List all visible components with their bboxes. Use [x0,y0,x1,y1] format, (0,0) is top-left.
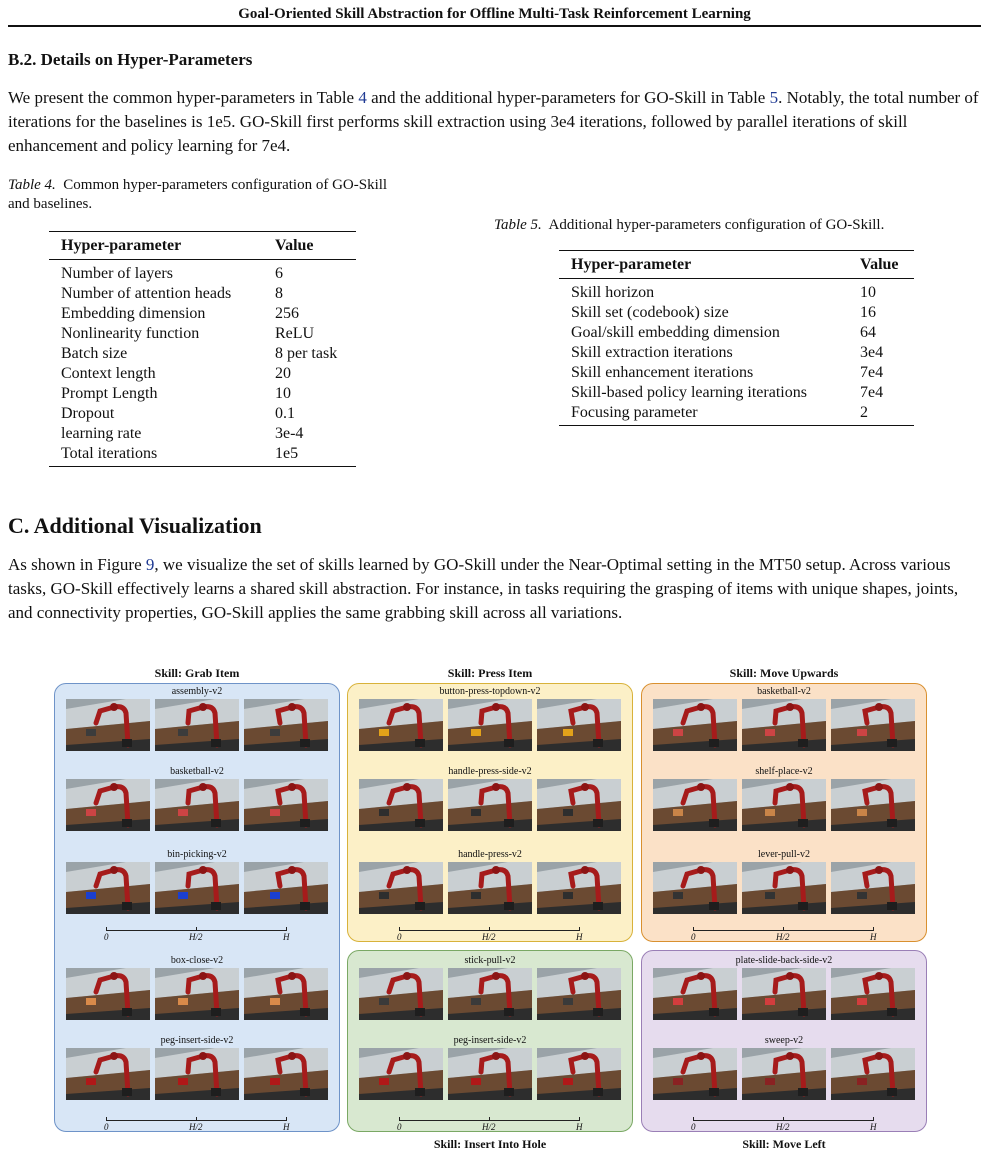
time-axis [54,1117,340,1137]
axis-tick-label: H [576,932,583,942]
table-4-label: Table 4. [8,177,56,193]
robot-frame-image [244,699,328,751]
robot-frame-image [831,699,915,751]
table-row [571,343,902,363]
table-body [49,260,356,466]
skill-title-grab: Skill: Grab Item [154,666,240,680]
robot-frame-image [244,1048,328,1100]
axis-tick [693,927,694,931]
table-row [571,283,902,303]
param-value-cell: 10 [275,385,291,402]
header-cell: Value [860,255,899,273]
skill-title-insert: Skill: Insert Into Hole [433,1137,547,1151]
task-label: sweep-v2 [764,1035,804,1046]
param-value-cell: 16 [860,304,876,321]
robot-frame-image [359,779,443,831]
robot-frame-image [653,862,737,914]
table-row [571,363,902,383]
param-value-cell: 6 [275,265,283,282]
table-header [49,232,356,260]
para-text: , we visualize the set of skills learned by GO-Skill under the Near-Optimal setting in the MT50 setup. Across various tasks, GO-Skill effectively learns a shared skill abstraction. For instance, in tasks requiring the grasping of items with unique shapes, joints, and connectivity properties, GO-Skill applies the same grabbing skill across all variations. [8,555,959,622]
section-b2-heading: B.2. Details on Hyper-Parameters [8,50,253,69]
axis-tick [196,927,197,931]
task-label: handle-press-v2 [458,849,522,860]
axis-tick-label: H/2 [189,932,203,942]
robot-frame-image [537,699,621,751]
robot-frame-image [742,779,826,831]
param-value-cell: 7e4 [860,384,884,401]
axis-tick [106,927,107,931]
robot-frame-image [653,699,737,751]
robot-frame-image [831,779,915,831]
robot-frame-image [831,862,915,914]
axis-tick-label: H [870,932,877,942]
param-name-cell: Skill enhancement iterations [571,364,754,381]
time-axis [641,927,927,947]
param-name-cell: Skill set (codebook) size [571,304,729,321]
table-row [571,383,902,403]
table-4-caption-text: Common hyper-parameters configuration of GO-Skill and baselines. [8,177,388,212]
param-value-cell: 3e4 [860,344,884,361]
time-axis [347,1117,633,1137]
task-label: stick-pull-v2 [464,955,516,966]
param-value-cell: 10 [860,284,876,301]
section-c-heading: C. Additional Visualization [8,513,262,538]
table-row [61,384,344,404]
param-name-cell: Nonlinearity function [61,325,200,342]
robot-frame-image [155,699,239,751]
axis-tick-label: H/2 [776,932,790,942]
task-label: bin-picking-v2 [167,849,227,860]
axis-tick-label: H [576,1122,583,1132]
param-value-cell: 8 [275,285,283,302]
task-label: button-press-topdown-v2 [439,686,541,697]
axis-tick [579,1117,580,1121]
para-text: and the additional hyper-parameters for GO-Skill in Table [366,88,770,107]
table-row [61,284,344,304]
axis-tick-label: 0 [104,932,109,942]
robot-frame-image [359,1048,443,1100]
robot-frame-image [244,968,328,1020]
robot-frame-image [653,779,737,831]
task-label: basketball-v2 [757,686,811,697]
robot-frame-image [66,862,150,914]
param-value-cell: 256 [275,305,299,322]
robot-frame-image [448,779,532,831]
robot-frame-image [244,862,328,914]
axis-tick-label: H [870,1122,877,1132]
axis-tick-label: 0 [397,1122,402,1132]
table-row [571,403,902,423]
table-body [559,279,914,425]
table-4-caption [8,176,408,214]
robot-frame-image [359,699,443,751]
header-rule [8,25,981,27]
axis-tick-label: H/2 [482,932,496,942]
axis-tick [489,1117,490,1121]
param-name-cell: Batch size [61,345,128,362]
param-value-cell: 20 [275,365,291,382]
axis-tick [286,927,287,931]
axis-tick [489,927,490,931]
table-5-link[interactable]: 5 [769,88,779,107]
table-row [61,324,344,344]
para-text: . Notably, the total number of iterations for the baselines is 1e5. GO-Skill first performs skill extraction using 3e4 iterations, followed by parallel iterations of skill enhancement and policy learning for 7e4. [8,88,979,155]
robot-frame-image [359,862,443,914]
skill-title-left: Skill: Move Left [742,1137,826,1151]
section-c-paragraph [8,553,981,625]
axis-tick-label: H/2 [189,1122,203,1132]
axis-tick-label: 0 [104,1122,109,1132]
table-header [559,251,914,279]
robot-frame-image [66,968,150,1020]
table-4-link[interactable]: 4 [358,88,367,107]
table-row [61,264,344,284]
task-label: handle-press-side-v2 [448,766,532,777]
param-value-cell: 8 per task [275,345,338,362]
robot-frame-image [66,699,150,751]
axis-tick [873,927,874,931]
skill-title-press: Skill: Press Item [447,666,533,680]
param-name-cell: Number of attention heads [61,285,232,302]
task-label: peg-insert-side-v2 [453,1035,527,1046]
axis-tick [693,1117,694,1121]
axis-tick [399,927,400,931]
robot-frame-image [448,968,532,1020]
robot-frame-image [448,1048,532,1100]
robot-frame-image [537,968,621,1020]
axis-tick-label: 0 [397,932,402,942]
param-value-cell: 0.1 [275,405,295,422]
header-cell: Hyper-parameter [571,255,692,273]
section-b2-paragraph [8,86,981,158]
axis-tick-label: H [283,932,290,942]
axis-tick [783,1117,784,1121]
header-cell: Value [275,236,314,254]
axis-tick [399,1117,400,1121]
axis-tick [783,927,784,931]
param-name-cell: Total iterations [61,445,158,462]
param-value-cell: 64 [860,324,876,341]
axis-tick [873,1117,874,1121]
param-name-cell: Goal/skill embedding dimension [571,324,780,341]
axis-tick [579,927,580,931]
robot-frame-image [448,699,532,751]
param-name-cell: Skill-based policy learning iterations [571,384,807,401]
param-name-cell: Focusing parameter [571,404,698,421]
param-value-cell: 1e5 [275,445,299,462]
task-label: peg-insert-side-v2 [160,1035,234,1046]
param-value-cell: ReLU [275,325,315,342]
param-value-cell: 7e4 [860,364,884,381]
axis-tick-label: H [283,1122,290,1132]
robot-frame-image [742,699,826,751]
table-row [61,404,344,424]
robot-frame-image [244,779,328,831]
param-name-cell: Embedding dimension [61,305,206,322]
param-name-cell: learning rate [61,425,142,442]
task-label: shelf-place-v2 [755,766,813,777]
skill-title-up: Skill: Move Upwards [729,666,839,680]
param-value-cell: 3e-4 [275,425,304,442]
figure-9-link[interactable]: 9 [145,555,155,574]
axis-tick [196,1117,197,1121]
time-axis [641,1117,927,1137]
table-row [61,424,344,444]
task-label: assembly-v2 [171,686,223,697]
robot-frame-image [653,968,737,1020]
robot-frame-image [537,1048,621,1100]
robot-frame-image [155,862,239,914]
robot-frame-image [155,1048,239,1100]
param-name-cell: Skill horizon [571,284,655,301]
robot-frame-image [66,1048,150,1100]
param-name-cell: Prompt Length [61,385,158,402]
para-text: We present the common hyper-parameters in Table [8,88,359,107]
table-5-caption [494,216,974,235]
param-name-cell: Context length [61,365,156,382]
axis-tick [286,1117,287,1121]
robot-frame-image [742,968,826,1020]
robot-frame-image [537,862,621,914]
table-row [61,304,344,324]
param-value-cell: 2 [860,404,868,421]
robot-frame-image [831,1048,915,1100]
param-name-cell: Dropout [61,405,115,422]
table-4 [49,231,356,467]
running-header: Goal-Oriented Skill Abstraction for Offline Multi-Task Reinforcement Learning [238,6,751,22]
table-5-caption-text: Additional hyper-parameters configuration of GO-Skill. [548,217,885,233]
axis-tick-label: 0 [691,932,696,942]
axis-tick-label: 0 [691,1122,696,1132]
table-row [61,444,344,464]
task-label: basketball-v2 [170,766,224,777]
para-text: As shown in Figure [8,555,146,574]
table-row [571,303,902,323]
robot-frame-image [742,862,826,914]
task-label: lever-pull-v2 [757,849,810,860]
time-axis [54,927,340,947]
robot-frame-image [742,1048,826,1100]
robot-frame-image [359,968,443,1020]
param-name-cell: Skill extraction iterations [571,344,733,361]
axis-tick [106,1117,107,1121]
robot-frame-image [537,779,621,831]
axis-tick-label: H/2 [776,1122,790,1132]
header-cell: Hyper-parameter [61,236,182,254]
task-label: plate-slide-back-side-v2 [735,955,833,966]
robot-frame-image [155,779,239,831]
table-row [61,364,344,384]
robot-frame-image [66,779,150,831]
table-row [61,344,344,364]
table-5-label: Table 5. [494,217,542,233]
param-name-cell: Number of layers [61,265,173,282]
robot-frame-image [831,968,915,1020]
robot-frame-image [653,1048,737,1100]
robot-frame-image [448,862,532,914]
axis-tick-label: H/2 [482,1122,496,1132]
table-5 [559,250,914,426]
robot-frame-image [155,968,239,1020]
time-axis [347,927,633,947]
table-row [571,323,902,343]
task-label: box-close-v2 [170,955,224,966]
